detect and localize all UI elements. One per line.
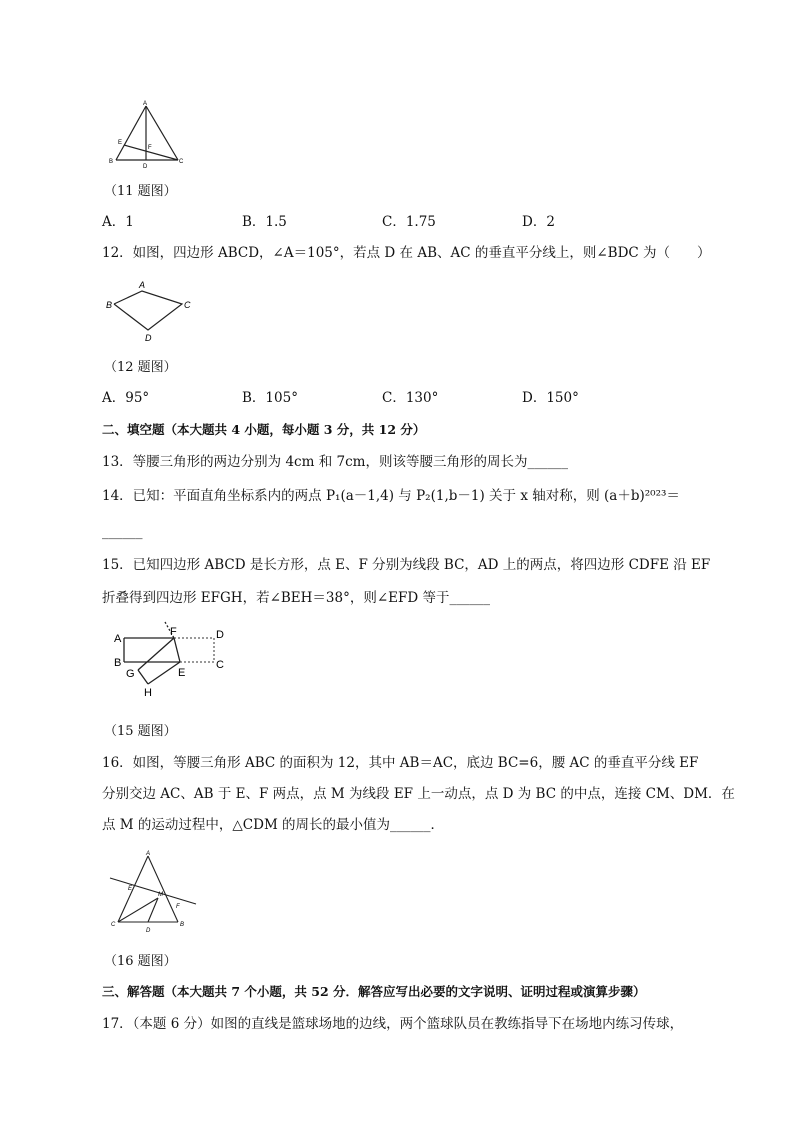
fig12-label-A: A bbox=[139, 280, 146, 290]
q12-text: 12．如图，四边形 ABCD，∠A＝105°，若点 D 在 AB、AC 的垂直平分线上，则∠BDC 为（ ） bbox=[102, 245, 711, 261]
fig11-caption: （11 题图） bbox=[104, 184, 177, 199]
q14-line1: 14．已知：平面直角坐标系内的两点 P₁(a－1,4) 与 P₂(1,b－1) 关于 x 轴对称，则 (a＋b)²⁰²³＝ bbox=[102, 488, 680, 504]
fig12-label-B: B bbox=[106, 300, 113, 310]
fig11-label-A: A bbox=[143, 101, 148, 107]
figure-15 bbox=[110, 620, 230, 700]
fig11-label-E: E bbox=[118, 140, 123, 146]
section-2-heading: 二、填空题（本大题共 4 小题，每小题 3 分，共 12 分） bbox=[102, 422, 426, 437]
fig15-label-F: F bbox=[170, 626, 177, 638]
q15-line2: 折叠得到四边形 EFGH，若∠BEH＝38°，则∠EFD 等于______ bbox=[102, 590, 491, 606]
fig15-label-E: E bbox=[178, 667, 186, 679]
fig16-label-B: B bbox=[180, 922, 185, 928]
fig16-label-D: D bbox=[146, 928, 151, 934]
q14-line2: ______ bbox=[102, 524, 143, 540]
fig11-label-F: F bbox=[148, 145, 152, 151]
section-3-heading: 三、解答题（本大题共 7 个小题，共 52 分．解答应写出必要的文字说明、证明过程或演算步骤） bbox=[102, 984, 646, 999]
q11-option-b: B．1.5 bbox=[242, 214, 287, 230]
fig12-caption: （12 题图） bbox=[104, 360, 177, 375]
q15-line1: 15．已知四边形 ABCD 是长方形，点 E、F 分别为线段 BC，AD 上的两点，将四边形 CDFE 沿 EF bbox=[102, 557, 711, 573]
figure-12 bbox=[104, 276, 196, 344]
figure-11 bbox=[106, 98, 196, 170]
q16-line1: 16．如图，等腰三角形 ABC 的面积为 12，其中 AB＝AC，底边 BC=6，腰 AC 的垂直平分线 EF bbox=[102, 755, 699, 771]
fig11-label-B: B bbox=[109, 159, 114, 165]
q13-text: 13．等腰三角形的两边分别为 4cm 和 7cm，则该等腰三角形的周长为______ bbox=[102, 454, 568, 470]
fig15-label-A: A bbox=[114, 633, 122, 645]
fig15-label-G: G bbox=[126, 668, 135, 680]
q11-option-d: D．2 bbox=[522, 214, 555, 230]
fig15-label-C: C bbox=[216, 659, 224, 671]
fig11-label-C: C bbox=[179, 159, 184, 165]
fig16-label-M: M bbox=[158, 892, 163, 898]
fig15-label-B: B bbox=[114, 657, 122, 669]
q12-option-d: D．150° bbox=[522, 390, 579, 406]
q11-option-a: A．1 bbox=[102, 214, 134, 230]
figure-16 bbox=[108, 848, 208, 934]
q16-line3: 点 M 的运动过程中，△CDM 的周长的最小值为______． bbox=[102, 817, 445, 833]
q17-text: 17．（本题 6 分）如图的直线是篮球场地的边线，两个篮球队员在教练指导下在场地内练习传球， bbox=[102, 1016, 684, 1032]
fig16-caption: （16 题图） bbox=[104, 954, 177, 969]
q12-option-a: A．95° bbox=[102, 390, 150, 406]
fig16-label-E: E bbox=[128, 886, 133, 892]
fig16-label-A: A bbox=[146, 851, 151, 857]
fig16-label-F: F bbox=[176, 904, 180, 910]
fig15-caption: （15 题图） bbox=[104, 724, 177, 739]
fig15-label-D: D bbox=[216, 629, 224, 641]
fig16-label-C: C bbox=[111, 922, 116, 928]
q12-option-b: B．105° bbox=[242, 390, 298, 406]
fig11-label-D: D bbox=[143, 164, 148, 170]
q11-option-c: C．1.75 bbox=[382, 214, 436, 230]
fig15-label-H: H bbox=[144, 687, 152, 699]
fig12-label-D: D bbox=[145, 333, 152, 343]
q12-option-c: C．130° bbox=[382, 390, 439, 406]
q16-line2: 分别交边 AC、AB 于 E、F 两点，点 M 为线段 EF 上一动点，点 D 为 BC 的中点，连接 CM、DM．在 bbox=[102, 786, 735, 802]
fig12-label-C: C bbox=[184, 300, 191, 310]
